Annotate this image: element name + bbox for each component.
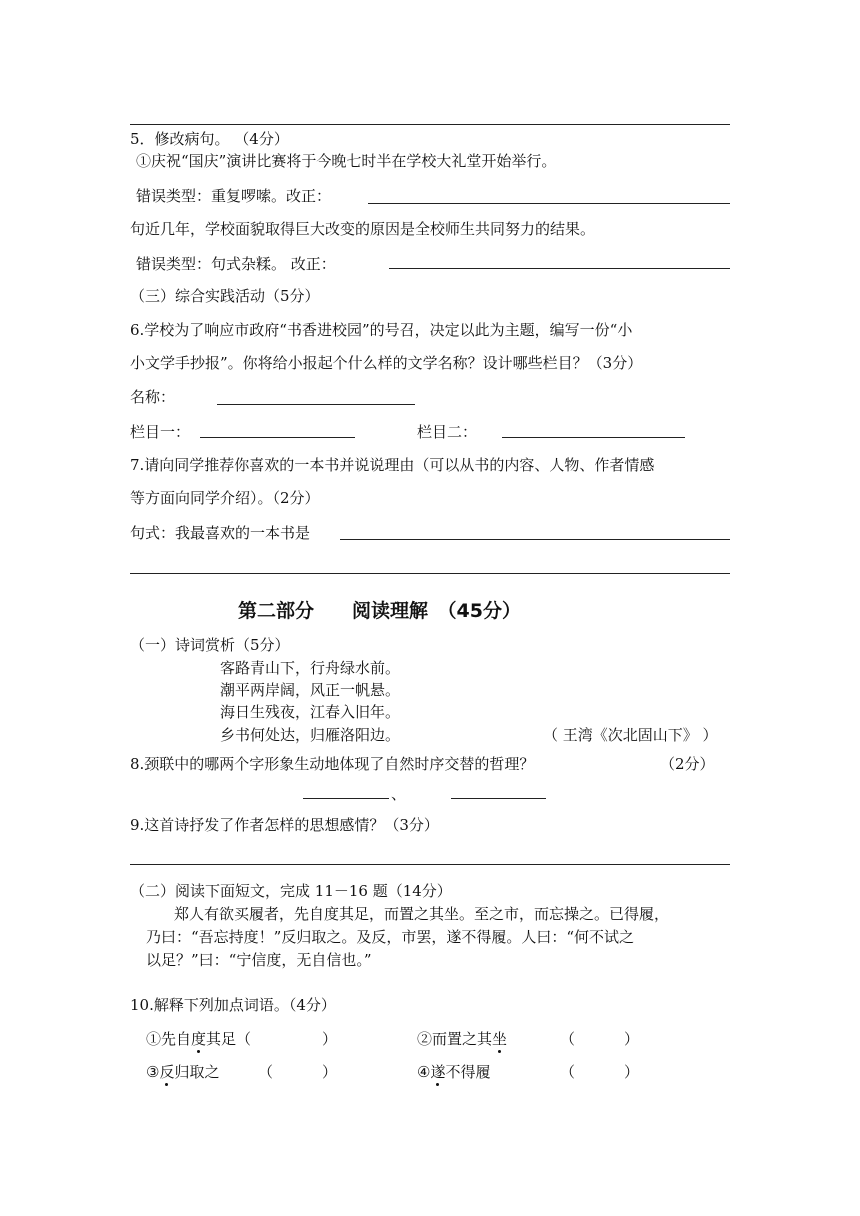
poem-line: 客路青山下，行舟绿水前。	[220, 659, 401, 677]
dotted-character: 坐	[492, 1030, 508, 1048]
passage-section-title: （二）阅读下面短文，完成 11－16 题（14分）	[130, 882, 452, 900]
q6-column-2-label: 栏目二：	[417, 423, 478, 441]
passage-line: 郑人有欲买履者，先自度其足，而置之其坐。至之市，而忘操之。已得履，	[174, 905, 670, 923]
q10-item-3-close: ）	[322, 1063, 338, 1081]
q8-question: 8.颈联中的哪两个字形象生动地体现了自然时序交替的哲理？	[130, 755, 535, 773]
q5-sentence-1: ①庆祝“国庆”演讲比赛将于今晚七时半在学校大礼堂开始举行。	[136, 152, 557, 170]
poem-line: 乡书何处达，归雁洛阳边。	[220, 726, 401, 744]
q5-fix-1-line[interactable]	[368, 203, 730, 204]
q8-answer-line-2[interactable]	[451, 798, 546, 799]
q10-item-2-open: （	[560, 1030, 576, 1048]
q6-column-2-line[interactable]	[502, 437, 685, 438]
q10-item-text: 归取之	[174, 1063, 220, 1081]
q10-item-3-open: （	[258, 1063, 274, 1081]
dotted-character: 度	[191, 1030, 207, 1048]
dotted-character: 遂	[430, 1063, 446, 1081]
q10-item-text: ①先自	[146, 1030, 192, 1048]
q7-line-2: 等方面向同学介绍）。（2分）	[130, 489, 320, 507]
poem-source: （ 王湾《次北固山下》 ）	[543, 726, 718, 744]
q6-column-1-label: 栏目一：	[130, 423, 191, 441]
q8-separator: 、	[391, 785, 407, 803]
q10-item-3	[146, 1063, 219, 1081]
passage-line: 乃曰：“吾忘持度！”反归取之。及反，市罢，遂不得履。人曰：“何不试之	[146, 928, 635, 946]
q6-name-line[interactable]	[217, 404, 415, 405]
q5-fix-2-label: 错误类型：句式杂糅。 改正：	[136, 255, 336, 273]
q10-item-text: 不得履	[445, 1063, 491, 1081]
q7-pattern-label: 句式：我最喜欢的一本书是	[130, 524, 311, 542]
q7-answer-line[interactable]	[340, 539, 730, 540]
q7-line-1: 7.请向同学推荐你喜欢的一本书并说说理由（可以从书的内容、人物、作者情感	[130, 456, 655, 474]
q10-item-text: ③	[146, 1063, 160, 1081]
q10-item-4	[417, 1063, 490, 1081]
q10-title: 10.解释下列加点词语。（4分）	[130, 996, 336, 1014]
q10-item-4-open: （	[560, 1063, 576, 1081]
q9-answer-line[interactable]	[130, 864, 730, 865]
top-answer-line	[130, 124, 730, 125]
q10-item-1-close: ）	[322, 1030, 338, 1048]
q5-fix-2-line[interactable]	[389, 268, 730, 269]
poem-line: 海日生残夜，江春入旧年。	[220, 703, 401, 721]
q10-item-1	[146, 1030, 251, 1048]
q5-title: 5．修改病句。 （4分）	[130, 130, 289, 148]
q5-fix-1-label: 错误类型：重复啰嗦。改正：	[136, 187, 332, 205]
q9-question: 9.这首诗抒发了作者怎样的思想感情？（3分）	[130, 816, 439, 834]
q8-score: （2分）	[660, 755, 715, 773]
q6-line-2: 小文学手抄报”。你将给小报起个什么样的文学名称？设计哪些栏目？（3分）	[130, 354, 643, 372]
q6-line-1: 6.学校为了响应市政府“书香进校园”的号召，决定以此为主题，编写一份“小	[130, 321, 633, 339]
part-2-heading: 第二部分 阅读理解 （45分）	[238, 600, 521, 622]
q10-item-2-close: ）	[624, 1030, 640, 1048]
q10-item-text: 其足（	[206, 1030, 252, 1048]
q8-answer-line-1[interactable]	[303, 798, 389, 799]
q6-column-1-line[interactable]	[200, 437, 355, 438]
section-3-title: （三）综合实践活动（5分）	[130, 287, 320, 305]
q10-item-text: ②而置之其	[417, 1030, 493, 1048]
q10-item-2	[417, 1030, 507, 1048]
q6-name-label: 名称：	[130, 388, 176, 406]
passage-line: 以足？”曰：“宁信度，无自信也。”	[146, 951, 372, 969]
q7-extra-line[interactable]	[130, 573, 730, 574]
dotted-character: 反	[159, 1063, 175, 1081]
q10-item-4-close: ）	[624, 1063, 640, 1081]
poem-section-title: （一）诗词赏析（5分）	[130, 636, 290, 654]
poem-line: 潮平两岸阔，风正一帆悬。	[220, 681, 401, 699]
q5-sentence-2: 句近几年，学校面貌取得巨大改变的原因是全校师生共同努力的结果。	[130, 220, 596, 238]
q10-item-text: ④	[417, 1063, 431, 1081]
